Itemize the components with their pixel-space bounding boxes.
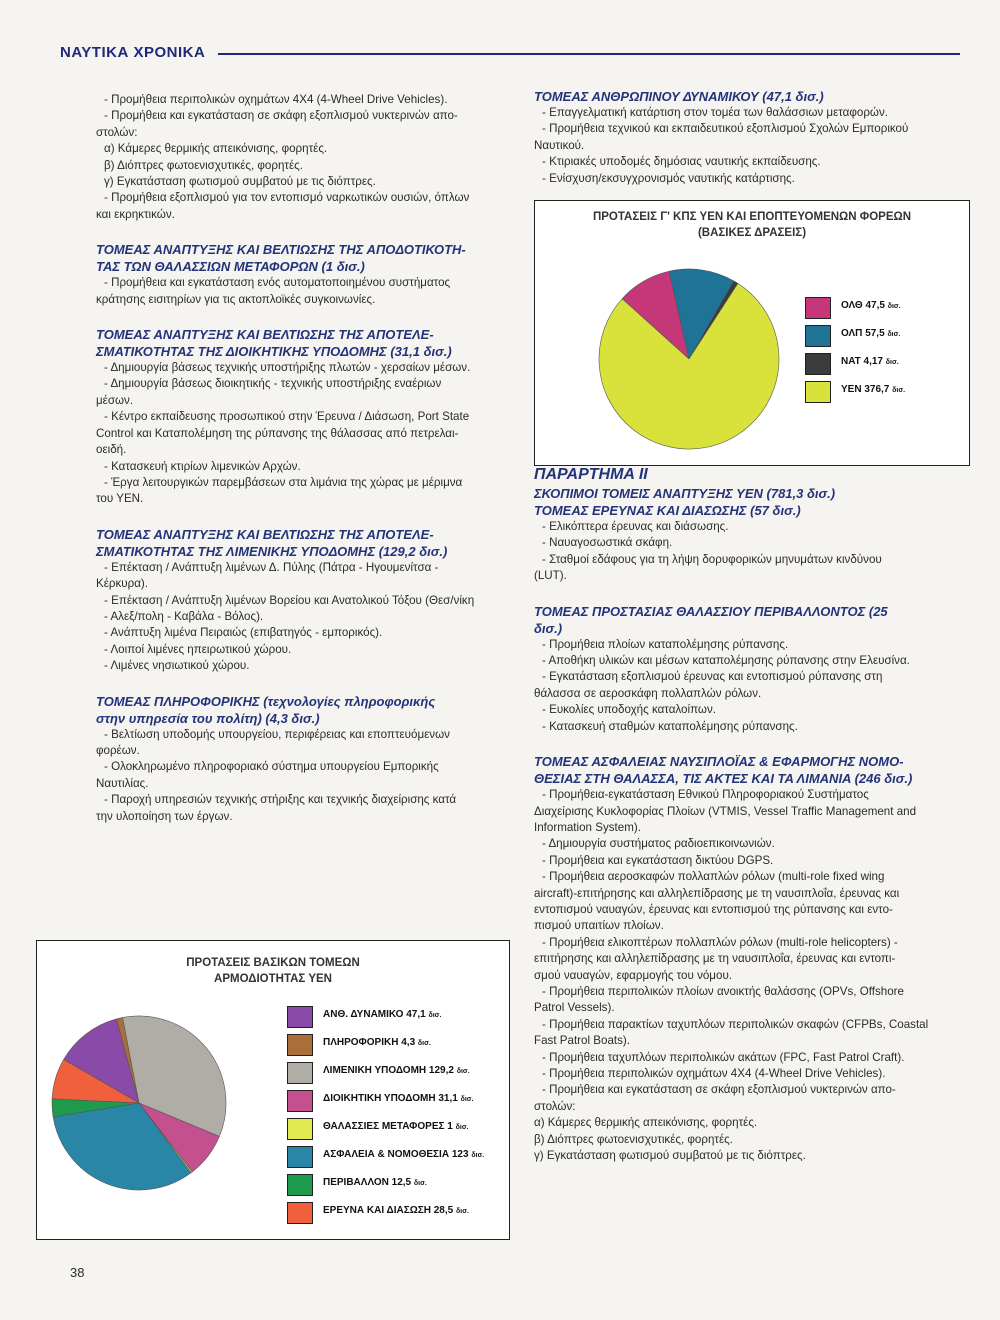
body-text-line: εντοπισμού ναυαγών, έρευνας και εντοπισμού της ρύπανσης και εντο- xyxy=(534,902,893,916)
legend-label xyxy=(323,1205,469,1216)
legend-swatch xyxy=(805,381,831,403)
section-heading-line: ΘΕΣΙΑΣ ΣΤΗ ΘΑΛΑΣΣΑ, ΤΙΣ ΑΚΤΕΣ ΚΑΙ ΤΑ ΛΙΜΑΝΙΑ (246 δισ.) xyxy=(534,771,913,787)
body-text-line: - Προμήθεια τεχνικού και εκπαιδευτικού εξοπλισμού Σχολών Εμπορικού xyxy=(542,122,909,136)
body-text-line: - Λιμένες νησιωτικού χώρου. xyxy=(104,659,250,673)
legend-value: 4,17 xyxy=(863,356,883,367)
section-heading-line: ΤΟΜΕΑΣ ΠΡΟΣΤΑΣΙΑΣ ΘΑΛΑΣΣΙΟΥ ΠΕΡΙΒΑΛΛΟΝΤΟΣ (25 xyxy=(534,603,888,619)
body-text-line: - Προμήθεια πλοίων καταπολέμησης ρύπανσης. xyxy=(542,637,789,651)
section-heading-line: ΤΟΜΕΑΣ ΑΣΦΑΛΕΙΑΣ ΝΑΥΣΙΠΛΟΪΑΣ & ΕΦΑΡΜΟΓΗΣ ΝΟΜΟ- xyxy=(534,754,904,770)
body-text-line: επιτήρησης και αλληλεπίδρασης με τη ναυσιπλοΐα, έρευνας και εντοπι- xyxy=(534,952,896,966)
legend-unit: δισ. xyxy=(413,1180,427,1187)
section-heading xyxy=(534,502,948,519)
body-text-line: - Προμήθεια περιπολικών πλοίων ανοικτής θαλάσσης (OPVs, Offshore xyxy=(542,984,904,998)
body-text-line: - Δημιουργία συστήματος ραδιοεπικοινωνιών. xyxy=(542,837,775,851)
body-text-line: κράτησης εισιτηρίων για τις ακτοπλοϊκές συγκοινωνίες. xyxy=(96,292,376,306)
legend-value: 376,7 xyxy=(864,384,890,395)
legend-value: 28,5 xyxy=(433,1205,454,1216)
body-text-line: Fast Patrol Boats). xyxy=(534,1034,631,1048)
appendix-title: ΠΑΡΑΡΤΗΜΑ ΙΙ xyxy=(534,466,648,484)
body-text-line: στολών: xyxy=(96,125,138,139)
legend-swatch xyxy=(805,297,831,319)
section-heading-line: ΤΑΣ ΤΩΝ ΘΑΛΑΣΣΙΩΝ ΜΕΤΑΦΟΡΩΝ (1 δισ.) xyxy=(96,259,365,275)
body-text-line: του ΥΕΝ. xyxy=(96,492,144,506)
body-text-line: - Βελτίωση υποδομής υπουργείου, περιφέρειας και εποπτευόμενων xyxy=(104,727,450,741)
appendix-subtitle: ΣΚΟΠΙΜΟΙ ΤΟΜΕΙΣ ΑΝΑΠΤΥΞΗΣ ΥΕΝ (781,3 δισ.) xyxy=(534,486,836,502)
legend-label xyxy=(323,1009,441,1020)
legend-unit: δισ. xyxy=(455,1124,469,1131)
legend-name: ΕΡΕΥΝΑ ΚΑΙ ΔΙΑΣΩΣΗ xyxy=(323,1205,431,1216)
legend-swatch xyxy=(287,1174,313,1196)
chart-title-line: ΠΡΟΤΑΣΕΙΣ ΒΑΣΙΚΩΝ ΤΟΜΕΩΝ xyxy=(186,957,360,969)
legend-name: ΘΑΛΑΣΣΙΕΣ ΜΕΤΑΦΟΡΕΣ xyxy=(323,1121,445,1132)
body-text-line: - Ναυαγοσωστικά σκάφη. xyxy=(542,536,673,550)
body-text-line: - Προμήθεια και εγκατάσταση σε σκάφη εξοπλισμού νυκτερινών απο- xyxy=(104,109,458,123)
pie-chart xyxy=(535,201,969,465)
legend-name: ΑΣΦΑΛΕΙΑ & ΝΟΜΟΘΕΣΙΑ xyxy=(323,1149,450,1160)
body-text-line: β) Διόπτρες φωτοενισχυτικές, φορητές. xyxy=(534,1132,733,1146)
body-text-line: οειδή. xyxy=(96,443,127,457)
body-text-line: - Λοιποί λιμένες ηπειρωτικού χώρου. xyxy=(104,642,292,656)
legend-value: 4,3 xyxy=(401,1037,416,1048)
legend-name: ΝΑΤ xyxy=(841,356,861,367)
legend-unit: δισ. xyxy=(417,1040,431,1047)
legend-unit: δισ. xyxy=(471,1152,485,1159)
legend-label xyxy=(323,1121,469,1132)
legend-swatch xyxy=(287,1006,313,1028)
body-text-line: μέσων. xyxy=(96,393,134,407)
body-text-line: - Προμήθεια ταχυπλόων περιπολικών ακάτων (FPC, Fast Patrol Craft). xyxy=(542,1050,905,1064)
legend-swatch xyxy=(287,1146,313,1168)
legend-unit: δισ. xyxy=(885,359,899,366)
legend-unit: δισ. xyxy=(892,387,906,394)
body-text-line: Information System). xyxy=(534,820,641,834)
body-text-line: Διαχείρισης Κυκλοφορίας Πλοίων (VTMIS, Vessel Traffic Management and xyxy=(534,804,917,818)
body-text-line: - Προμήθεια και εγκατάσταση ενός αυτοματοποιημένου συστήματος xyxy=(104,276,451,290)
body-text-line: - Σταθμοί εδάφους για τη λήψη δορυφορικών μηνυμάτων κινδύνου xyxy=(542,552,882,566)
section-heading xyxy=(534,603,948,637)
section-heading xyxy=(96,693,510,727)
legend-swatch xyxy=(805,353,831,375)
legend-label xyxy=(841,328,900,339)
legend-label xyxy=(323,1037,431,1048)
body-text-line: - Ενίσχυση/εκσυγχρονισμός ναυτικής κατάρτισης. xyxy=(542,171,795,185)
section-heading-line: ΣΜΑΤΙΚΟΤΗΤΑΣ ΤΗΣ ΔΙΟΙΚΗΤΙΚΗΣ ΥΠΟΔΟΜΗΣ (31,1 δισ.) xyxy=(96,344,452,360)
legend-value: 123 xyxy=(451,1149,469,1160)
body-text-line: - Προμήθεια-εγκατάσταση Εθνικού Πληροφοριακού Συστήματος xyxy=(542,788,869,802)
legend-name: ΔΙΟΙΚΗΤΙΚΗ ΥΠΟΔΟΜΗ xyxy=(323,1093,436,1104)
section-heading-line: ΤΟΜΕΑΣ ΠΛΗΡΟΦΟΡΙΚΗΣ (τεχνολογίες πληροφορικής xyxy=(96,693,436,709)
legend-value: 47,1 xyxy=(406,1009,426,1020)
body-text-line: α) Κάμερες θερμικής απεικόνισης, φορητές. xyxy=(534,1116,758,1130)
section-heading xyxy=(534,753,948,787)
chart-sector-proposals xyxy=(36,940,510,1240)
legend-swatch xyxy=(287,1062,313,1084)
body-text-line: - Παροχή υπηρεσιών τεχνικής στήριξης και τεχνικής διαχείρισης κατά xyxy=(104,793,457,807)
legend-swatch xyxy=(287,1202,313,1224)
legend-unit: δισ. xyxy=(460,1096,474,1103)
body-text-line: Ναυτιλίας. xyxy=(96,776,149,790)
body-text-line: - Αποθήκη υλικών και μέσων καταπολέμησης ρύπανσης στην Ελευσίνα. xyxy=(542,654,910,668)
body-text-line: - Ολοκληρωμένο πληροφοριακό σύστημα υπουργείου Εμπορικής xyxy=(104,760,439,774)
body-text-line: - Προμήθεια και εγκατάσταση δικτύου DGPS. xyxy=(542,853,774,867)
body-text-line: την υλοποίηση των έργων. xyxy=(96,809,233,823)
body-text-line: - Προμήθεια αεροσκαφών πολλαπλών ρόλων (multi-role fixed wing xyxy=(542,870,885,884)
body-text-line: β) Διόπτρες φωτοενισχυτικές, φορητές. xyxy=(104,158,303,172)
legend-name: ΛΙΜΕΝΙΚΗ ΥΠΟΔΟΜΗ xyxy=(323,1065,427,1076)
legend-swatch xyxy=(287,1118,313,1140)
legend-name: ΟΛΠ xyxy=(841,328,863,339)
body-text-line: - Προμήθεια ελικοπτέρων πολλαπλών ρόλων (multi-role helicopters) - xyxy=(542,935,898,949)
body-text-line: - Προμήθεια και εγκατάσταση σε σκάφη εξοπλισμού νυκτερινών απο- xyxy=(542,1083,896,1097)
body-text-line: - Ελικόπτερα έρευνας και διάσωσης. xyxy=(542,520,729,534)
legend-unit: δισ. xyxy=(428,1012,442,1019)
body-text-line: - Δημιουργία βάσεως τεχνικής υποστήριξης πλωτών - χερσαίων μέσων. xyxy=(104,361,471,375)
left-column xyxy=(96,92,510,825)
magazine-title: ΝΑΥΤΙΚΑ ΧΡΟΝΙΚΑ xyxy=(60,44,206,61)
legend-name: ΠΛΗΡΟΦΟΡΙΚΗ xyxy=(323,1037,399,1048)
body-text-line: - Ανάπτυξη λιμένα Πειραιώς (επιβατηγός - εμπορικός). xyxy=(104,626,383,640)
body-text-line: - Προμήθεια εξοπλισμού για τον εντοπισμό ναρκωτικών ουσιών, όπλων xyxy=(104,191,470,205)
section-heading-line: ΣΜΑΤΙΚΟΤΗΤΑΣ ΤΗΣ ΛΙΜΕΝΙΚΗΣ ΥΠΟΔΟΜΗΣ (129,2 δισ.) xyxy=(96,543,448,559)
body-text-line: θάλασσα σε αεροσκάφη πολλαπλών ρόλων. xyxy=(534,686,762,700)
legend-unit: δισ. xyxy=(887,331,901,338)
legend-label xyxy=(323,1093,474,1104)
legend-name: ΟΛΘ xyxy=(841,300,863,311)
section-heading xyxy=(96,241,510,275)
legend-value: 47,5 xyxy=(865,300,885,311)
legend-label xyxy=(323,1177,427,1188)
section-heading-line: δισ.) xyxy=(534,620,563,636)
section-heading-line: ΤΟΜΕΑΣ ΑΝΑΠΤΥΞΗΣ ΚΑΙ ΒΕΛΤΙΩΣΗΣ ΤΗΣ ΑΠΟΤΕΛΕ- xyxy=(96,526,434,542)
legend-unit: δισ. xyxy=(456,1068,470,1075)
legend-unit: δισ. xyxy=(887,303,901,310)
legend-label xyxy=(323,1065,470,1076)
body-text-line: - Επαγγελματική κατάρτιση στον τομέα των θαλάσσιων μεταφορών. xyxy=(542,106,888,119)
section-heading-line: στην υπηρεσία του πολίτη) (4,3 δισ.) xyxy=(96,710,320,726)
chart-title-line: ΠΡΟΤΑΣΕΙΣ Γ' ΚΠΣ ΥΕΝ ΚΑΙ ΕΠΟΠΤΕΥΟΜΕΝΩΝ ΦΟΡΕΩΝ xyxy=(592,211,912,223)
chart-title-line: ΑΡΜΟΔΙΟΤΗΤΑΣ ΥΕΝ xyxy=(214,973,332,985)
chart-kps-proposals xyxy=(534,200,970,466)
body-text-line: - Έργα λειτουργικών παρεμβάσεων στα λιμάνια της χώρας με μέριμνα xyxy=(104,475,463,489)
legend-swatch xyxy=(287,1090,313,1112)
body-text-line: - Επέκταση / Ανάπτυξη λιμένων Βορείου και Ανατολικού Τόξου (Θεσ/νίκη xyxy=(104,593,475,607)
legend-value: 129,2 xyxy=(428,1065,454,1076)
body-text-line: - Προμήθεια περιπολικών οχημάτων 4Χ4 (4-Wheel Drive Vehicles). xyxy=(542,1067,886,1080)
body-text-line: - Δημιουργία βάσεως διοικητικής - τεχνικής υποστήριξης εναέριων xyxy=(104,377,442,391)
pie-chart xyxy=(37,941,509,1239)
section-heading-line: ΤΟΜΕΑΣ ΑΝΘΡΩΠΙΝΟΥ ΔΥΝΑΜΙΚΟΥ (47,1 δισ.) xyxy=(534,89,824,104)
section-heading xyxy=(96,526,510,560)
body-text-line: - Κατασκευή κτιρίων λιμενικών Αρχών. xyxy=(104,459,301,473)
body-text-line: και εκρηκτικών. xyxy=(96,207,175,221)
body-text-line: - Αλεξ/πολη - Καβάλα - Βόλος). xyxy=(104,609,264,623)
body-text-line: - Κατασκευή σταθμών καταπολέμησης ρύπανσης. xyxy=(542,719,798,733)
body-text-line: στολών: xyxy=(534,1099,576,1113)
body-text-line: Κέρκυρα). xyxy=(96,577,149,591)
chart-title-line: (ΒΑΣΙΚΕΣ ΔΡΑΣΕΙΣ) xyxy=(697,227,807,239)
body-text-line: πισμού υπαιτίων πλοίων. xyxy=(534,919,664,933)
page-header xyxy=(60,42,960,66)
body-text-line: - Κέντρο εκπαίδευσης προσωπικού στην Έρευνα / Διάσωση, Port State xyxy=(104,410,470,424)
page-number: 38 xyxy=(70,1265,85,1280)
section-heading xyxy=(96,326,510,360)
legend-swatch xyxy=(287,1034,313,1056)
legend-label xyxy=(841,356,899,367)
body-text-line: - Προμήθεια περιπολικών οχημάτων 4Χ4 (4-Wheel Drive Vehicles). xyxy=(104,93,448,106)
legend-value: 1 xyxy=(447,1121,453,1132)
legend-value: 57,5 xyxy=(865,328,885,339)
body-text-line: - Κτιριακές υποδομές δημόσιας ναυτικής εκπαίδευσης. xyxy=(542,155,821,169)
legend-value: 12,5 xyxy=(391,1177,412,1188)
body-text-line: σμού ναυαγών, εφαρμογής του νόμου. xyxy=(534,968,732,982)
legend-label xyxy=(841,384,905,395)
legend-unit: δισ. xyxy=(456,1208,469,1215)
header-rule xyxy=(218,53,960,55)
body-text-line: α) Κάμερες θερμικής απεικόνισης, φορητές. xyxy=(104,142,328,156)
body-text-line: γ) Εγκατάσταση φωτισμού συμβατού με τις διόπτρες. xyxy=(104,175,376,189)
legend-label xyxy=(323,1149,484,1160)
body-text-line: φορέων. xyxy=(96,743,140,757)
body-text-line: Ναυτικού. xyxy=(534,138,585,152)
body-text-line: - Προμήθεια παρακτίων ταχυπλόων περιπολικών σκαφών (CFPBs, Coastal xyxy=(542,1017,929,1031)
body-text-line: γ) Εγκατάσταση φωτισμού συμβατού με τις διόπτρες. xyxy=(534,1149,806,1163)
body-text-line: - Ευκολίες υποδοχής καταλοίπων. xyxy=(542,703,716,717)
legend-label xyxy=(841,300,901,311)
section-heading-line: ΤΟΜΕΑΣ ΑΝΑΠΤΥΞΗΣ ΚΑΙ ΒΕΛΤΙΩΣΗΣ ΤΗΣ ΑΠΟΤΕΛΕ- xyxy=(96,327,434,343)
legend-name: ΠΕΡΙΒΑΛΛΟΝ xyxy=(323,1177,389,1188)
legend-swatch xyxy=(805,325,831,347)
section-heading xyxy=(534,88,948,105)
legend-name: ΑΝΘ. ΔΥΝΑΜΙΚΟ xyxy=(323,1009,404,1020)
legend-value: 31,1 xyxy=(438,1093,458,1104)
legend-name: ΥΕΝ xyxy=(841,384,862,395)
body-text-line: (LUT). xyxy=(534,569,567,583)
section-heading-line: ΤΟΜΕΑΣ ΕΡΕΥΝΑΣ ΚΑΙ ΔΙΑΣΩΣΗΣ (57 δισ.) xyxy=(534,503,801,519)
section-heading-line: ΤΟΜΕΑΣ ΑΝΑΠΤΥΞΗΣ ΚΑΙ ΒΕΛΤΙΩΣΗΣ ΤΗΣ ΑΠΟΔΟΤΙΚΟΤΗ- xyxy=(96,242,466,258)
body-text-line: Control και Καταπολέμηση της ρύπανσης της θάλασσας από πετρελαι- xyxy=(96,426,459,440)
body-text-line: - Εγκατάσταση εξοπλισμού έρευνας και εντοπισμού ρύπανσης στη xyxy=(542,670,883,684)
body-text-line: - Επέκταση / Ανάπτυξη λιμένων Δ. Πύλης (Πάτρα - Ηγουμενίτσα - xyxy=(104,560,439,574)
body-text-line: aircraft)-επιτήρησης και αλληλεπίδρασης με τη ναυσιπλοΐα, έρευνας και xyxy=(534,886,900,900)
body-text-line: Patrol Vessels). xyxy=(534,1001,615,1015)
